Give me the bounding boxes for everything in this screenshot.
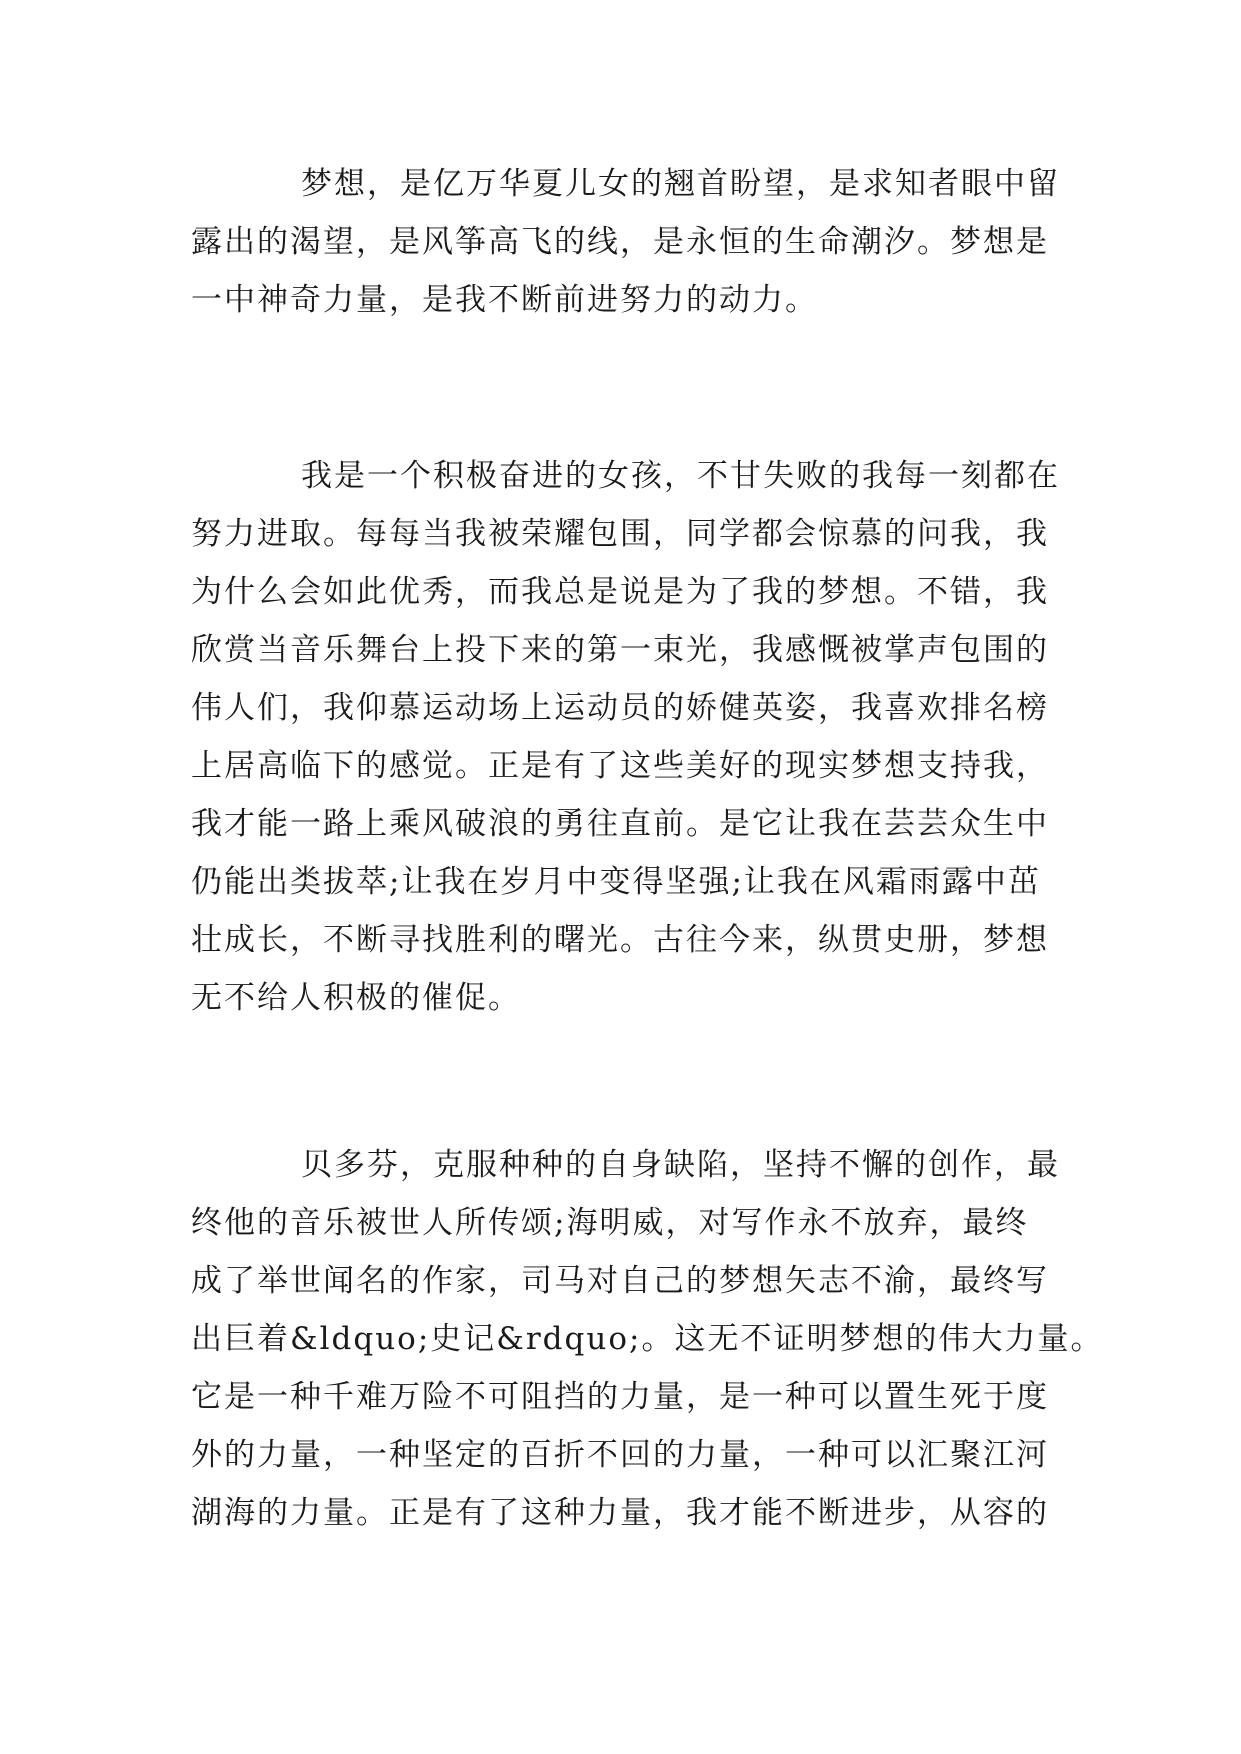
text-line: 贝多芬，克服种种的自身缺陷，坚持不懈的创作，最 [301, 1147, 1060, 1183]
text-line: 壮成长，不断寻找胜利的曙光。古往今来，纵贯史册，梦想 [191, 922, 1049, 958]
text-line: 努力进取。每每当我被荣耀包围，同学都会惊慕的问我，我 [191, 516, 1049, 552]
text-line: 终他的音乐被世人所传颂;海明威，对写作永不放弃，最终 [191, 1205, 1029, 1241]
text-line: 成了举世闻名的作家，司马对自己的梦想矢志不渝，最终写 [191, 1263, 1049, 1299]
text-line: 它是一种千难万险不可阻挡的力量，是一种可以置生死于度 [191, 1379, 1049, 1415]
text-line: 湖海的力量。正是有了这种力量，我才能不断进步，从容的 [191, 1495, 1049, 1531]
text-line: 我才能一路上乘风破浪的勇往直前。是它让我在芸芸众生中 [191, 806, 1049, 842]
text-line: 伟人们，我仰慕运动场上运动员的娇健英姿，我喜欢排名榜 [191, 690, 1049, 726]
text-line: 一中神奇力量，是我不断前进努力的动力。 [191, 282, 818, 318]
text-line: 上居高临下的感觉。正是有了这些美好的现实梦想支持我， [191, 748, 1049, 784]
paragraph-2 [191, 447, 1066, 1027]
text-line: 我是一个积极奋进的女孩，不甘失败的我每一刻都在 [301, 458, 1060, 494]
paragraph-3 [191, 1136, 1104, 1542]
text-line: 露出的渴望，是风筝高飞的线，是永恒的生命潮汐。梦想是 [191, 224, 1049, 260]
text-line: 欣赏当音乐舞台上投下来的第一束光，我感慨被掌声包围的 [191, 632, 1049, 668]
text-line: 梦想，是亿万华夏儿女的翘首盼望，是求知者眼中留 [301, 166, 1060, 202]
paragraph-1 [191, 155, 1066, 329]
text-line: 外的力量，一种坚定的百折不回的力量，一种可以汇聚江河 [191, 1437, 1049, 1473]
text-line: 无不给人积极的催促。 [191, 980, 521, 1016]
text-line: 仍能出类拔萃;让我在岁月中变得坚强;让我在风霜雨露中茁 [191, 864, 1041, 900]
text-line: 为什么会如此优秀，而我总是说是为了我的梦想。不错，我 [191, 574, 1049, 610]
text-line: 出巨着&ldquo;史记&rdquo;。这无不证明梦想的伟大力量。 [191, 1321, 1104, 1357]
